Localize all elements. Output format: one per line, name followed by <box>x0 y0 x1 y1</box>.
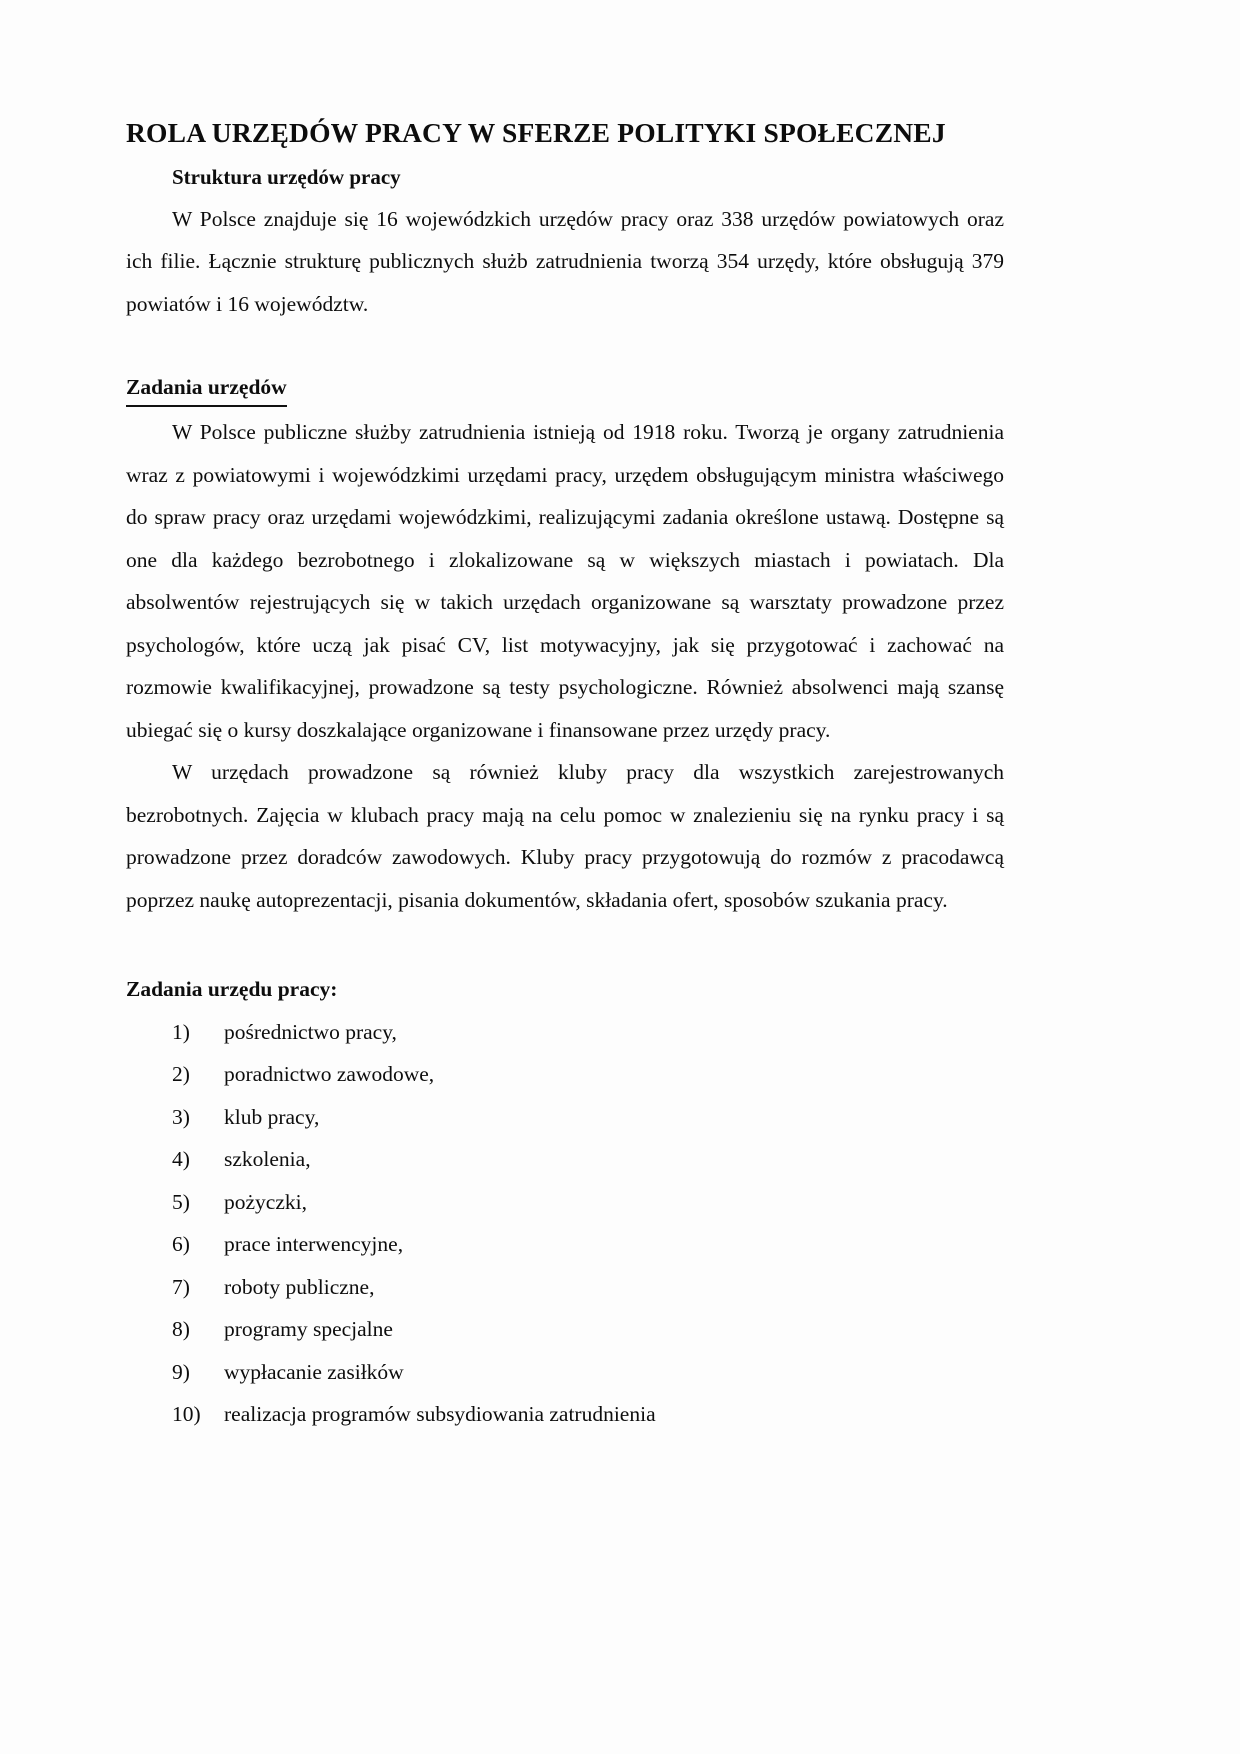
list-item-label: roboty publiczne, <box>224 1274 375 1299</box>
list-item <box>126 1096 1004 1139</box>
list-item-label: szkolenia, <box>224 1147 311 1172</box>
list-item <box>126 1223 1004 1266</box>
list-item <box>126 1053 1004 1096</box>
list-item-number: 3) <box>172 1104 190 1129</box>
list-item-label: prace interwencyjne, <box>224 1232 404 1257</box>
list-item <box>126 1308 1004 1351</box>
list-item <box>126 1351 1004 1394</box>
list-item-label: pośrednictwo pracy, <box>224 1019 397 1044</box>
heading-zadania-urzedow-wrap <box>126 371 1004 407</box>
paragraph-zadania-1: W Polsce publiczne służby zatrudnienia istnieją od 1918 roku. Tworzą je organy zatrudnienia wraz z powiatowymi i wojewódzkimi urzędami pracy, urzędem obsługującym ministra właściwego do spraw pracy oraz urzędami wojewódzkimi, realizującymi zadania określone ustawą. Dostępne są one dla każdego bezrobotnego i zlokalizowane są w większych miastach i powiatach. Dla absolwentów rejestrujących się w takich urzędach organizowane są warsztaty prowadzone przez psychologów, które uczą jak pisać CV, list motywacyjny, jak się przygotować i zachować na rozmowie kwalifikacyjnej, prowadzone są testy psychologiczne. Również absolwenci mają szansę ubiegać się o kursy doszkalające organizowane i finansowane przez urzędy pracy. <box>126 420 1004 742</box>
task-list <box>126 1011 1004 1436</box>
list-item-number: 7) <box>172 1274 190 1299</box>
list-item <box>126 1011 1004 1054</box>
list-item <box>126 1138 1004 1181</box>
heading-zadania-urzedu-pracy: Zadania urzędu pracy: <box>126 977 338 1002</box>
list-item-number: 9) <box>172 1359 190 1384</box>
list-item-number: 2) <box>172 1062 190 1087</box>
spacer <box>126 149 1004 161</box>
page-title: ROLA URZĘDÓW PRACY W SFERZE POLITYKI SPOŁECZNEJ <box>126 117 946 148</box>
list-item-number: 10) <box>172 1402 201 1427</box>
paragraph-struktura: W Polsce znajduje się 16 wojewódzkich urzędów pracy oraz 338 urzędów powiatowych oraz ich filie. Łącznie strukturę publicznych służb zatrudnienia tworzą 354 urzędy, które obsługują 379 powiatów i 16 województw. <box>126 206 1004 316</box>
spacer <box>126 325 1004 371</box>
spacer <box>126 921 1004 973</box>
list-item-label: programy specjalne <box>224 1317 393 1342</box>
list-item-number: 4) <box>172 1147 190 1172</box>
list-item-label: pożyczki, <box>224 1189 307 1214</box>
document-content <box>126 116 1004 1436</box>
list-item-label: poradnictwo zawodowe, <box>224 1062 435 1087</box>
list-item <box>126 1181 1004 1224</box>
list-item-label: klub pracy, <box>224 1104 320 1129</box>
list-item-number: 6) <box>172 1232 190 1257</box>
list-item-number: 8) <box>172 1317 190 1342</box>
list-item-label: realizacja programów subsydiowania zatrudnienia <box>224 1402 656 1427</box>
list-item <box>126 1393 1004 1436</box>
list-item <box>126 1266 1004 1309</box>
list-item-number: 1) <box>172 1019 190 1044</box>
paragraph-zadania-2: W urzędach prowadzone są również kluby pracy dla wszystkich zarejestrowanych bezrobotnych. Zajęcia w klubach pracy mają na celu pomoc w znalezieniu się na rynku pracy i są prowadzone przez doradców zawodowych. Kluby pracy przygotowują do rozmów z pracodawcą poprzez naukę autoprezentacji, pisania dokumentów, składania ofert, sposobów szukania pracy. <box>126 760 1004 912</box>
heading-zadania-urzedow: Zadania urzędów <box>126 371 287 407</box>
list-item-number: 5) <box>172 1189 190 1214</box>
list-item-label: wypłacanie zasiłków <box>224 1359 404 1384</box>
heading-struktura-urzedow-pracy: Struktura urzędów pracy <box>172 165 401 189</box>
